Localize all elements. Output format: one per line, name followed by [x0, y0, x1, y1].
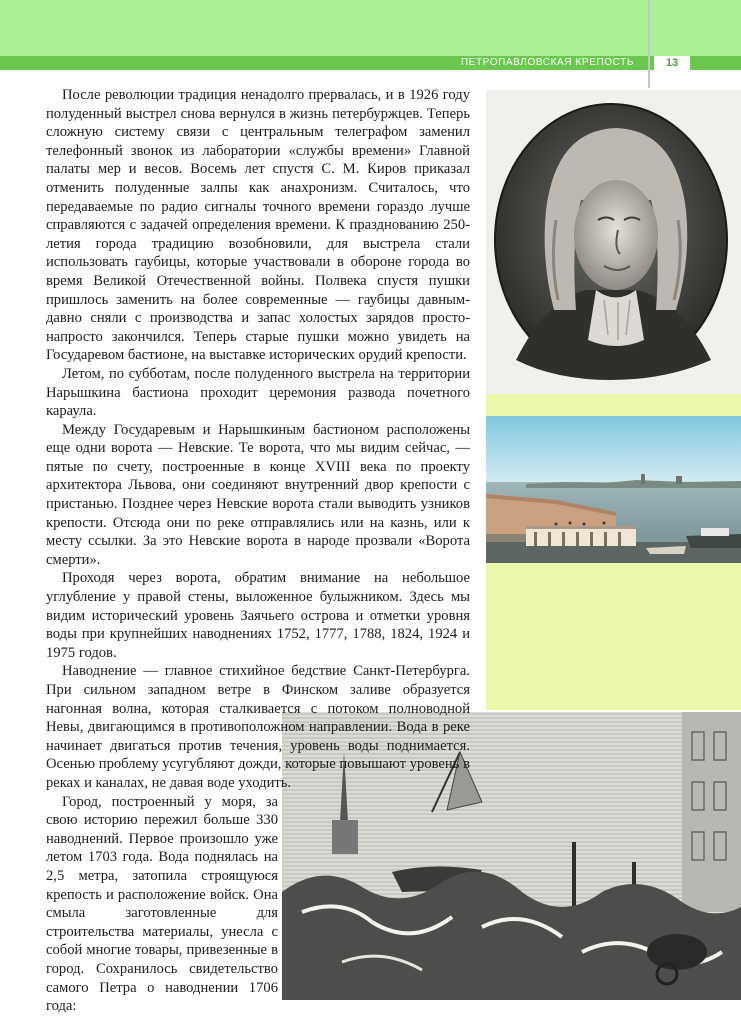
paragraph: Между Государевым и Нарышкиным бастионом расположены еще одни ворота — Невские. Те ворота, что мы видим сейчас, — пятые по счету, построенные в конце XVIII века по проекту архитектора Львова, они соединяют внутренний двор крепости с пристанью. Позднее через Невские ворота стали выводить узников крепости. Отсюда они по реке отправлялись или на казнь, или к месту ссылки. За это Невские ворота в народе прозвали «Ворота смерти». — [46, 421, 470, 568]
header-band — [0, 0, 741, 56]
portrait-image — [486, 90, 741, 394]
fortress-photo — [486, 416, 741, 563]
header-divider — [648, 0, 650, 88]
paragraph: Наводнение — главное стихийное бедствие Санкт-Петербурга. При сильном западном ветре в Финском заливе образуется нагонная волна, которая сталкивается с потоком полноводной Невы, двигающимся в противоположном направлении. Вода в реке начинает двигаться против течения, уровень воды поднимается. Осенью проблему усугубляют дожди, которые повышают уровень в реках и каналах, не давая воде уходить. — [46, 663, 470, 791]
paragraph: Проходя через ворота, обратим внимание на небольшое углубление у правой стены, выложенное булыжником. Здесь мы видим исторический уровень Заячьего острова и отметки уровня воды при крупнейших наводнениях 1752, 1777, 1788, 1824, 1924 и 1975 годов. — [46, 570, 470, 661]
paragraph: Летом, по субботам, после полуденного выстрела на территории Нарышкина бастиона проходит церемония развода почетного караула. — [46, 365, 470, 420]
paragraph: Город, построенный у моря, за свою историю пережил больше 330 наводнений. Первое произошло уже летом 1703 года. Вода поднялась на 2,5 метра, затопила строящуюся крепость и расположение войск. Она смыла заготовленные для строительства материалы, унесла с собой многие товары, привезенные в город. Сохранилось свидетельство самого Петра о наводнении 1706 года: — [46, 793, 278, 1015]
section-title: ПЕТРОПАВЛОВСКАЯ КРЕПОСТЬ — [460, 57, 634, 68]
page-number: 13 — [654, 56, 690, 70]
paragraph: После революции традиция ненадолго прервалась, и в 1926 году полуденный выстрел снова вернулся в жизнь петербуржцев. Теперь сложную систему связи с центральным телеграфом заменил телефонный звонок из лаборатории «службы времени» Главной палаты мер и весов. Восемь лет спустя С. М. Киров приказал отменить полуденные залпы как анахронизм. Считалось, что передаваемые по радио сигналы точного времени гораздо лучше справляются с задачей определения времени. К празднованию 250-летия города традицию возобновили, для выстрела стали использовать гаубицы, которые участвовали в обороне города во время Великой Отечественной войны. Полвека спустя пушки пришлось заменить на более современные — гаубицы давным-давно сняли с производства и запас холостых зарядов просто-напросто закончился. Теперь старые пушки можно увидеть на Государевом бастионе, на выставке исторических орудий крепости. — [46, 87, 470, 364]
article-text — [46, 86, 470, 1016]
